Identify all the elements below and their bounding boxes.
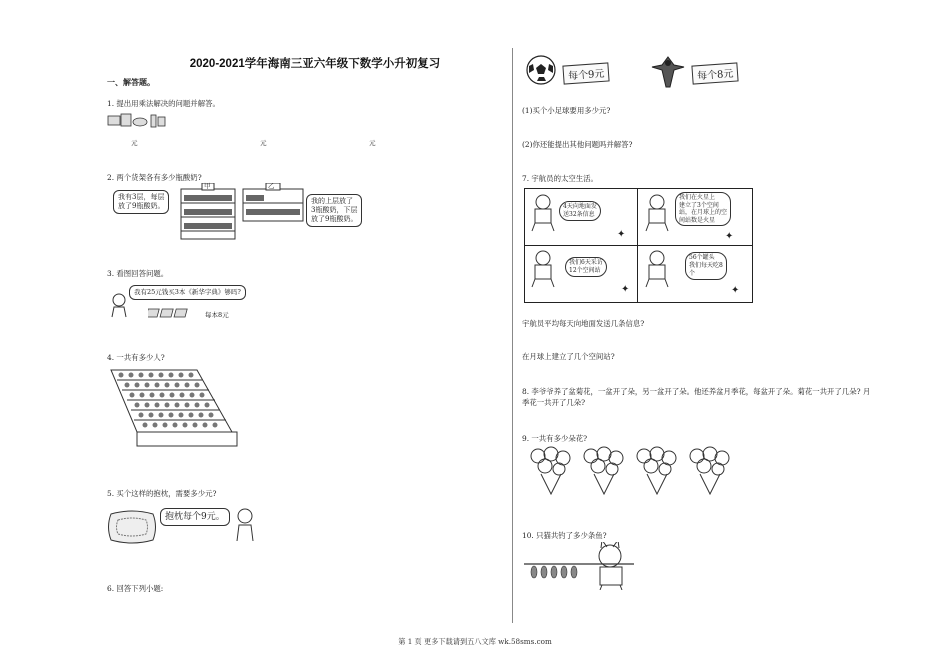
star-icon: ✦ — [621, 284, 630, 295]
question-10: 10. 只猫共钓了多少条鱼? — [522, 531, 607, 540]
star-icon: ✦ — [731, 285, 740, 296]
panel-1-line-2: 送32条信息 — [563, 211, 595, 218]
comic-divider-horizontal — [525, 245, 752, 246]
q2-bubble-left-line-2: 放了9瓶酸奶。 — [118, 202, 165, 210]
panel-4-line-1: 56个罐头 — [689, 254, 715, 261]
q1-items-illustration — [107, 112, 167, 130]
ball-price-sign: 每个9元 — [562, 62, 610, 84]
page-title: 2020-2021学年海南三亚六年级下数学小升初复习 — [189, 58, 441, 70]
q1-unit-3: 元 — [369, 139, 376, 147]
comic-panel-grid — [524, 188, 753, 303]
question-8-line-2: 季花一共开了几朵? — [522, 398, 586, 407]
astronaut-icon — [529, 249, 559, 289]
question-1: 1. 提出用乘法解决的问题并解答。 — [107, 99, 220, 108]
boy-figure-icon — [234, 508, 256, 542]
star-icon: ✦ — [725, 231, 734, 242]
child-figure-icon — [108, 293, 130, 319]
panel-2-bubble — [675, 192, 731, 226]
q1-unit-1: 元 — [131, 139, 138, 147]
question-9: 9. 一共有多少朵花? — [522, 434, 588, 443]
pillow-illustration — [108, 510, 156, 544]
star-icon: ✦ — [617, 229, 626, 240]
page-footer: 第 1 页 更多下载请到五八文库 wk.58sms.com — [398, 637, 552, 646]
panel-4-bubble — [685, 252, 727, 280]
q3-bubble: 我有25元钱买3本《新华字典》够吗? — [129, 285, 246, 300]
panel-3-bubble — [565, 257, 607, 277]
sub-question-1: (1)买个小足球要用多少元? — [522, 106, 611, 115]
shelf-a-label: 甲 — [204, 182, 211, 190]
shelf-b-label: 乙 — [268, 182, 275, 190]
flower-bouquets-illustration — [523, 446, 733, 498]
q2-bubble-right-line-1: 我的上层放了 — [311, 197, 353, 205]
q2-bubble-right — [306, 194, 362, 227]
kite-price-sign: 每个8元 — [691, 62, 739, 84]
panel-2-line-1: 我们在火星上 — [679, 194, 716, 201]
panel-3-line-1: 我们6天采访 — [569, 259, 603, 266]
column-divider — [512, 48, 513, 623]
section-heading: 一、解答题。 — [107, 78, 155, 87]
astronaut-icon — [529, 193, 559, 233]
question-6: 6. 回答下列小题: — [107, 584, 164, 593]
panel-3-line-2: 12个空间站 — [569, 267, 601, 274]
question-4: 4. 一共有多少人? — [107, 353, 165, 362]
sub-question-2: (2)你还能提出其他问题吗并解答? — [522, 140, 633, 149]
q2-bubble-left — [113, 190, 169, 214]
crowd-illustration — [107, 366, 239, 450]
question-3: 3. 看图回答问题。 — [107, 269, 169, 278]
q2-bubble-right-line-3: 放了9瓶酸奶。 — [311, 215, 358, 223]
question-7: 7. 宇航员的太空生活。 — [522, 174, 598, 183]
panel-4-line-3: 个 — [689, 270, 696, 277]
panel-2-line-3: 站，在月球上的空 — [679, 209, 728, 216]
q2-bubble-right-line-2: 3瓶酸奶，下层 — [311, 206, 358, 214]
soccer-ball-icon — [525, 54, 557, 86]
question-2: 2. 两个货架各有多少瓶酸奶? — [107, 173, 202, 182]
panel-2-line-2: 建立了3个空间 — [679, 201, 719, 209]
dictionary-books-illustration — [148, 306, 190, 320]
panel-4-line-2: 我们每天吃8 — [689, 262, 723, 269]
panel-2-line-4: 间站数是火星 — [679, 216, 716, 224]
q3-price: 每本8元 — [205, 311, 229, 319]
cat-fishing-illustration — [522, 542, 642, 590]
panel-1-line-1: 4天向地面发 — [563, 203, 597, 210]
q1-unit-2: 元 — [260, 139, 267, 147]
astronaut-icon — [643, 193, 673, 233]
question-5: 5. 买个这样的抱枕，需要多少元? — [107, 489, 217, 498]
q2-bubble-left-line-1: 我有3层，每层 — [118, 193, 165, 201]
question-7b: 在月球上建立了几个空间站? — [522, 352, 615, 361]
question-8-line-1: 8. 李爷爷养了盆菊花，一盆开了朵，另一盆开了朵。他还养盆月季花，每盆开了朵。菊花一共开了几朵? 月 — [522, 387, 871, 396]
panel-1-bubble — [559, 201, 601, 221]
kite-icon — [650, 55, 686, 89]
astronaut-icon — [643, 249, 673, 289]
question-7a: 宇航员平均每天向地面发送几条信息? — [522, 319, 645, 328]
q5-bubble: 抱枕每个9元。 — [160, 508, 230, 526]
